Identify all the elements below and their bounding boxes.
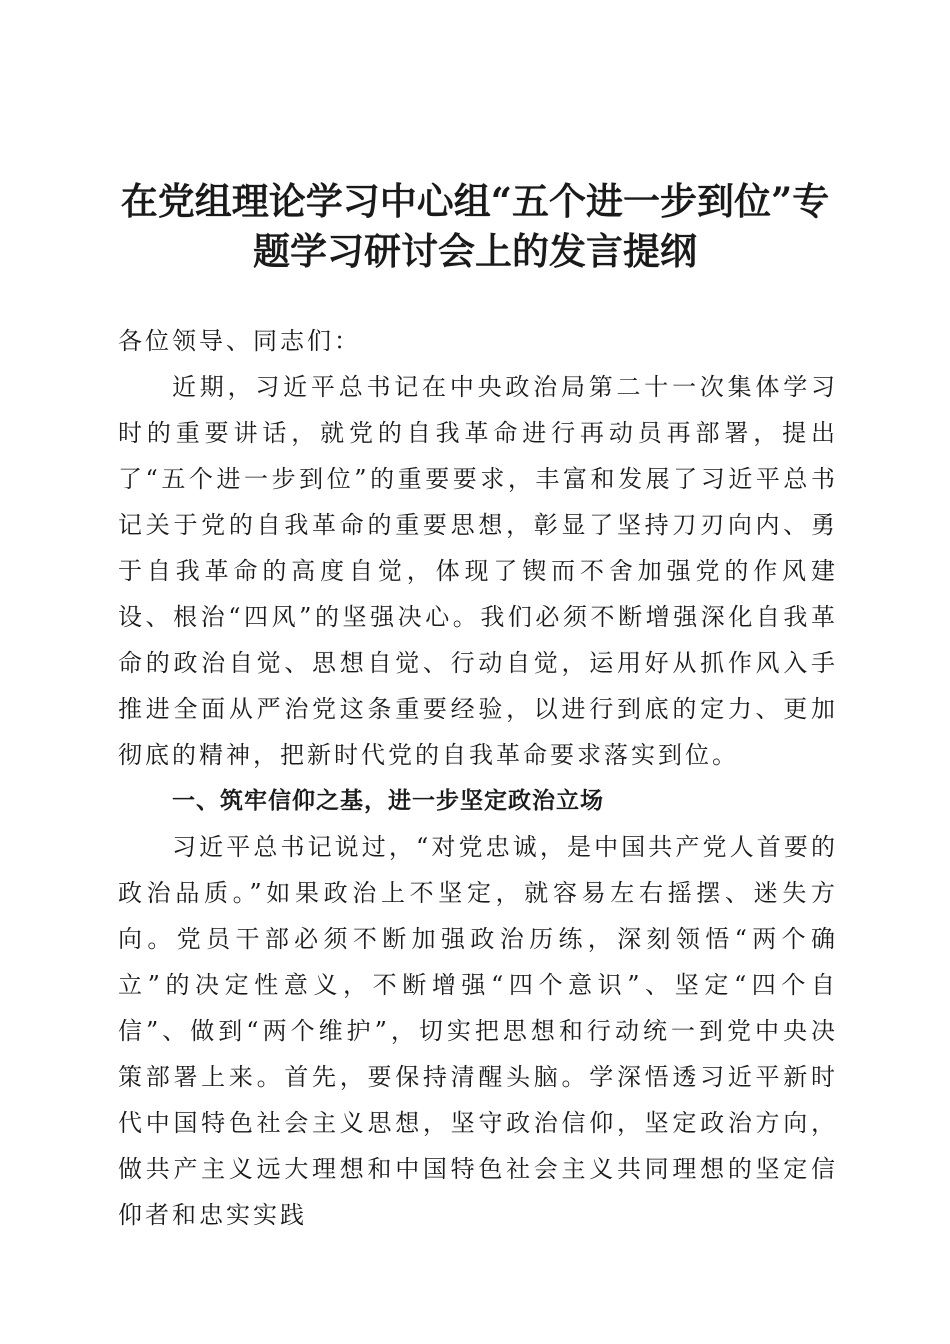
salutation: 各位领导、同志们：: [118, 327, 361, 355]
document-body: [118, 318, 838, 1238]
paragraph-intro: 近期，习近平总书记在中央政治局第二十一次集体学习时的重要讲话，就党的自我革命进行再动员再部署，提出了“五个进一步到位”的重要要求，丰富和发展了习近平总书记关于党的自我革命的重要思想，彰显了坚持刀刃向内、勇于自我革命的高度自觉，体现了锲而不舍加强党的作风建设、根治“四风”的坚强决心。我们必须不断增强深化自我革命的政治自觉、思想自觉、行动自觉，运用好从抓作风入手推进全面从严治党这条重要经验，以进行到底的定力、更加彻底的精神，把新时代党的自我革命要求落实到位。: [118, 373, 838, 769]
title-line-1: 在党组理论学习中心组“五个进一步到位”专: [120, 179, 830, 223]
section-heading-1: 一、筑牢信仰之基，进一步坚定政治立场: [172, 788, 604, 814]
title-line-2: 题学习研讨会上的发言提纲: [253, 229, 697, 273]
document-title: [100, 176, 850, 276]
paragraph-section-1: 习近平总书记说过，“对党忠诚，是中国共产党人首要的政治品质。”如果政治上不坚定，就容易左右摇摆、迷失方向。党员干部必须不断加强政治历练，深刻领悟“两个确立”的决定性意义，不断增强“四个意识”、坚定“四个自信”、做到“两个维护”，切实把思想和行动统一到党中央决策部署上来。首先，要保持清醒头脑。学深悟透习近平新时代中国特色社会主义思想，坚守政治信仰，坚定政治方向，做共产主义远大理想和中国特色社会主义共同理想的坚定信仰者和忠实实践: [118, 833, 838, 1229]
